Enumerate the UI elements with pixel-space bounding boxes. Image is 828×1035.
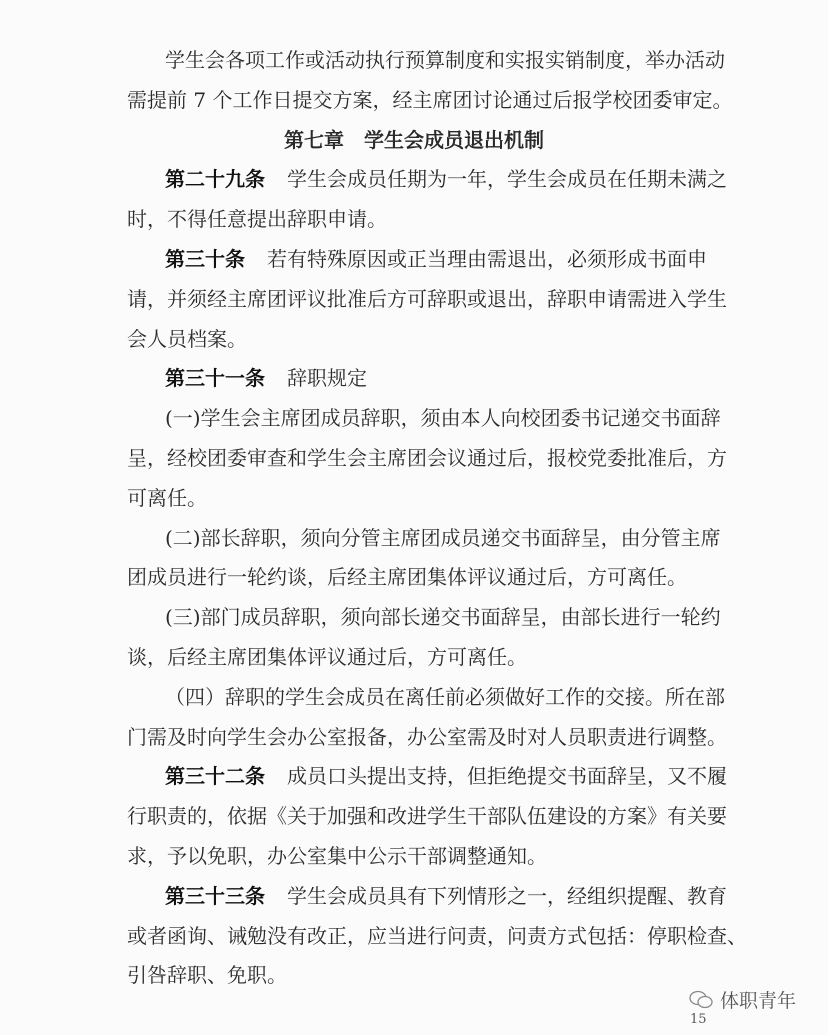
watermark (688, 986, 796, 1013)
line-text: 成员口头提出支持，但拒绝提交书面辞呈，又不履 (287, 764, 727, 789)
line-text: 引咎辞职、免职。 (127, 963, 287, 988)
page-number: 15 (690, 1012, 707, 1027)
line-text: 辞职规定 (287, 366, 367, 391)
line-text: (二)部长辞职，须向分管主席团成员递交书面辞呈，由分管主席 (165, 525, 721, 550)
text-line (165, 364, 700, 392)
text-line (165, 404, 721, 432)
line-text: 门需及时向学生会办公室报备，办公室需及时对人员职责进行调整。 (127, 724, 727, 749)
line-text: 需提前 7 个工作日提交方案，经主席团讨论通过后报学校团委审定。 (127, 87, 733, 112)
article-number: 第二十九条 (165, 167, 265, 192)
line-text: （四）辞职的学生会成员在离任前必须做好工作的交接。所在部 (165, 684, 725, 709)
text-line (165, 165, 727, 193)
line-text: 请，并须经主席团评议批准后方可辞职或退出，辞职申请需进入学生 (127, 286, 727, 311)
text-line (165, 603, 721, 631)
article-number: 第三十三条 (165, 883, 265, 908)
text-line (127, 961, 700, 989)
text-line (127, 205, 700, 233)
wechat-icon (688, 989, 714, 1011)
text-line (127, 484, 700, 512)
line-text: 可离任。 (127, 485, 207, 510)
text-line (165, 683, 725, 711)
line-text: 学生会成员任期为一年，学生会成员在任期未满之 (287, 167, 727, 192)
text-line (165, 762, 727, 790)
text-line (165, 524, 721, 552)
chapter-heading (0, 126, 828, 154)
line-text: (三)部门成员辞职，须向部长递交书面辞呈，由部长进行一轮约 (165, 605, 721, 630)
text-line (165, 46, 725, 74)
line-text: 时，不得任意提出辞职申请。 (127, 207, 387, 232)
watermark-label: 体职青年 (720, 990, 797, 1012)
line-text: 学生会成员具有下列情形之一，经组织提醒、教育 (287, 883, 727, 908)
text-line (127, 723, 727, 751)
line-text: 第七章 学生会成员退出机制 (284, 127, 544, 152)
article-number: 第三十条 (165, 247, 245, 271)
text-line (127, 325, 700, 353)
line-text: (一)学生会主席团成员辞职，须由本人向校团委书记递交书面辞 (165, 406, 721, 431)
text-line (127, 86, 733, 114)
text-line (127, 922, 747, 950)
line-text: 行职责的，依据《关于加强和改进学生干部队伍建设的方案》有关要 (127, 804, 727, 829)
text-line (127, 444, 727, 472)
line-text: 若有特殊原因或正当理由需退出，必须形成书面申 (267, 247, 707, 271)
line-text: 学生会各项工作或活动执行预算制度和实报实销制度，举办活动 (165, 48, 725, 72)
text-line (165, 245, 707, 273)
text-line (127, 563, 700, 591)
line-text: 求，予以免职，办公室集中公示干部调整通知。 (127, 844, 547, 868)
line-text: 团成员进行一轮约谈，后经主席团集体评议通过后，方可离任。 (127, 565, 687, 590)
line-text: 或者函询、诫勉没有改正，应当进行问责，问责方式包括：停职检查、 (127, 923, 747, 948)
text-line (165, 882, 727, 910)
text-line (127, 842, 700, 870)
line-text: 谈，后经主席团集体评议通过后，方可离任。 (127, 645, 527, 669)
article-number: 第三十一条 (165, 366, 265, 391)
line-text: 会人员档案。 (127, 326, 247, 351)
article-number: 第三十二条 (165, 764, 265, 789)
text-line (127, 643, 700, 671)
line-text: 呈，经校团委审查和学生会主席团会议通过后，报校党委批准后，方 (127, 446, 727, 470)
text-line (127, 802, 727, 830)
text-line (127, 285, 727, 313)
